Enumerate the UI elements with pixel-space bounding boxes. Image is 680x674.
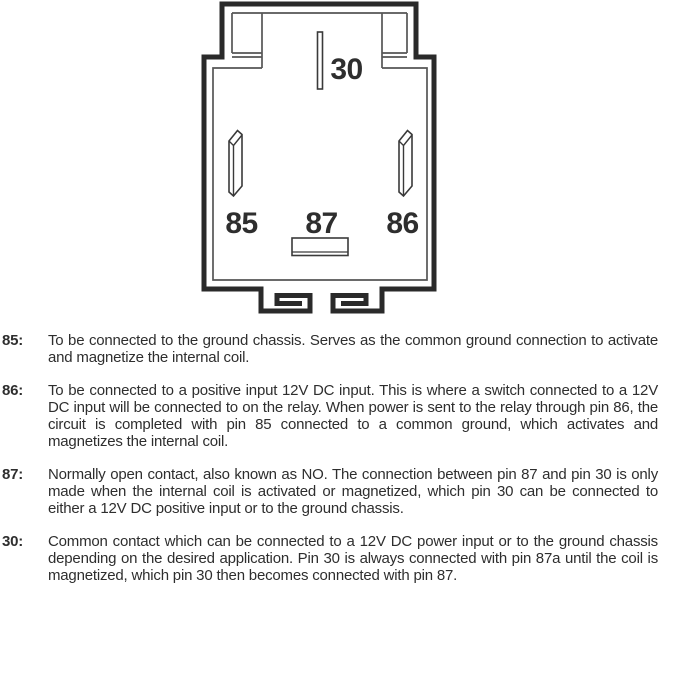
pin-descriptions	[2, 332, 658, 600]
pin-30-description-row	[2, 533, 658, 584]
pin-86-description-text: To be connected to a positive input 12V DC input. This is where a switch connected to a 12V DC input will be connected to on the relay. When power is sent to the relay through pin 86, the circuit is completed with pin 85 connected to a common ground, which activates and magnetizes the internal coil.	[48, 382, 658, 450]
pin-87-description-label: 87:	[2, 466, 24, 483]
keying-tab-left	[261, 287, 310, 312]
pin-85-description-label: 85:	[2, 332, 24, 349]
pin-30-slot	[318, 32, 323, 89]
pin-85-label: 85	[225, 207, 258, 240]
pin-87-label: 87	[305, 207, 338, 240]
relay-bottom-view-diagram	[0, 0, 680, 330]
pin-86-label: 86	[386, 207, 419, 240]
pin-30-description-text: Common contact which can be connected to a 12V DC power input or to the ground chassis depending on the desired application. Pin 30 is always connected with pin 87a until the coil is magnetized, which pin 30 then becomes connected with pin 87.	[48, 533, 658, 584]
pin-87-slot	[292, 238, 348, 256]
pin-85-slot	[229, 131, 242, 197]
pin-30-label: 30	[330, 53, 363, 86]
keying-tab-right	[333, 287, 382, 312]
pin-86-slot	[399, 131, 412, 197]
pin-86-description-row	[2, 382, 658, 450]
pin-87-description-text: Normally open contact, also known as NO. The connection between pin 87 and pin 30 is only made when the internal coil is activated or magnetized, which pin 30 can be connected to either a 12V DC positive input or to the ground chassis.	[48, 466, 658, 517]
pin-85-description-text: To be connected to the ground chassis. Serves as the common ground connection to activate and magnetize the internal coil.	[48, 332, 658, 366]
pin-87-description-row	[2, 466, 658, 517]
pin-86-description-label: 86:	[2, 382, 24, 399]
pin-30-description-label: 30:	[2, 533, 24, 550]
pin-85-description-row	[2, 332, 658, 366]
